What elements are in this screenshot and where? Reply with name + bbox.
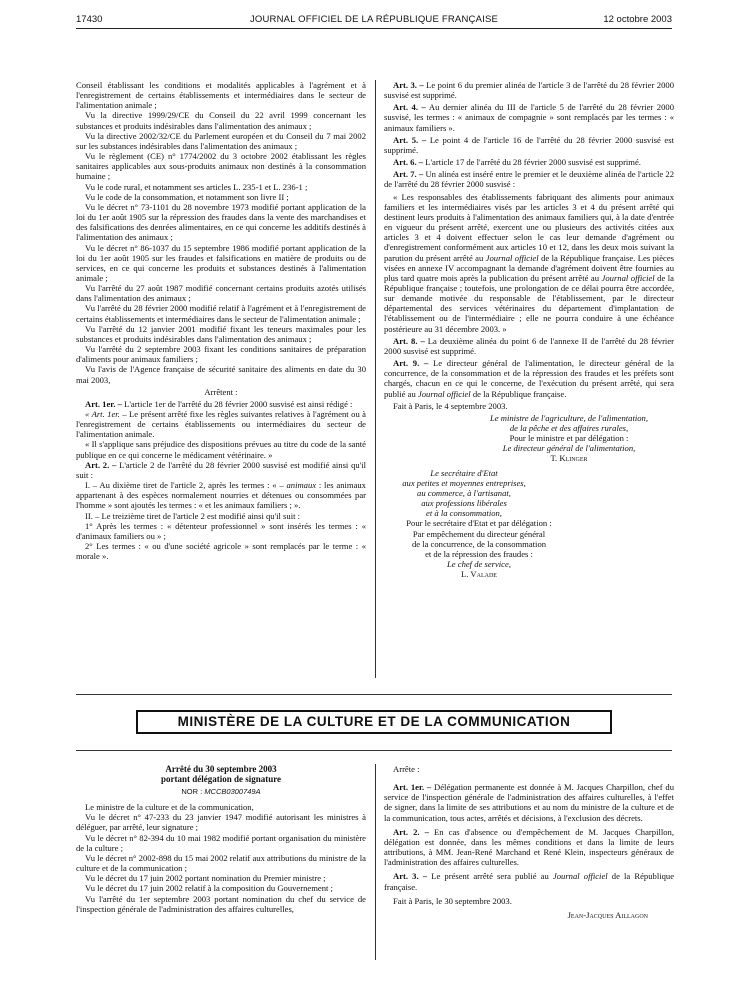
- text: de la République française ; toutefois, une prolongation de ce délai pourra être accordée, sur demande motivée du responsable de l'établissement, par le directeur départemental des services vétérinaires du département d'implantation de l'établissement ou de l'intermédiaire ; elle ne pourra conduire à une échéance postérieure au 31 décembre 2003. »: [384, 272, 674, 334]
- italic-text: Journal officiel: [601, 272, 655, 283]
- paragraph: Vu l'avis de l'Agence française de sécurité sanitaire des aliments en date du 30 mai 2003,: [76, 364, 366, 385]
- article-text: Le point 6 du premier alinéa de l'article 3 de l'arrêté du 28 février 2000 susvisé est supprimé.: [384, 80, 674, 101]
- text: Le directeur général de l'alimentation, le directeur général de la concurrence, de la consommation et de la répression des fraudes et les préfets sont chargés, chacun en ce qui le concerne, de l'exécution du présent arrêté, qui sera publié au: [384, 358, 674, 399]
- article-label: Art. 2. –: [393, 826, 429, 837]
- fait-a-paris: Fait à Paris, le 30 septembre 2003.: [393, 895, 512, 906]
- article-label: Art. 3. –: [393, 80, 424, 90]
- paragraph: Vu le décret n° 86-1037 du 15 septembre 1986 modifié portant application de la loi du 1er août 1905 sur les fraudes et falsifications en matière de produits ou de services, en ce qui concerne les produits et substances destinés à l'alimentation animale ;: [76, 242, 366, 283]
- section-rule: [76, 750, 672, 751]
- signature-line: de la concurrence, de la consommation: [411, 538, 547, 549]
- signature-block-2: [384, 468, 544, 519]
- paragraph: Vu le code rural, et notamment ses articles L. 235-1 et L. 236-1 ;: [85, 181, 308, 192]
- nor-reference: [76, 787, 366, 797]
- signature-line: au commerce, à l'artisanat,: [417, 487, 511, 498]
- signature-line: Pour le secrétaire d'Etat et par délégation :: [406, 518, 552, 529]
- nor-value: MCCB0300749A: [204, 787, 261, 796]
- arrete-heading: Arrête :: [393, 764, 420, 774]
- article-2: [384, 827, 674, 868]
- signatory-name: T. Klinger: [550, 453, 588, 464]
- column-4: [384, 764, 674, 924]
- italic-text: Journal officiel: [485, 252, 539, 263]
- text: de la République française.: [384, 871, 675, 892]
- signatory-name: Jean-Jacques Aillagon: [567, 909, 648, 920]
- article-text: Un alinéa est inséré entre le premier et le deuxième alinéa de l'article 22 de l'arrêté du 28 février 2000 susvisé :: [384, 169, 675, 190]
- article-label: Art. 1er. –: [393, 782, 432, 793]
- page-header: [76, 14, 672, 28]
- column-3: [76, 764, 366, 914]
- column-divider: [375, 80, 376, 678]
- paragraph: Vu le décret du 17 juin 2002 portant nomination du Premier ministre ;: [85, 873, 326, 884]
- signature-line: de la pêche et des affaires rurales,: [509, 423, 629, 433]
- article-7: [384, 169, 674, 189]
- paragraph: Vu le décret du 17 juin 2002 relatif à la composition du Gouvernement ;: [85, 883, 333, 894]
- text: « Les responsables des établissements fabriquant des aliments pour animaux familiers et les intermédiaires visés par les articles 3 et 4 du présent arrêté qui destinent leurs produits à l'alimentation des animaux familiers qui, à la date d'entrée en vigueur du présent arrêté, exercent une ou plusieurs des activités citées aux articles 3 et 4 doivent effectuer selon le cas leur demande d'agrément ou d'enregistrement conformément aux articles 10 et 12, dans les deux mois suivant la parution du présent arrêté au: [384, 191, 674, 263]
- article-text: En cas d'absence ou d'empêchement de M. Jacques Charpillon, délégation est donnée, dans les mêmes conditions et dans la limite de leurs attributions, à MM. Jean-René Marchand et René Klein, inspecteurs généraux de l'administration des affaires culturelles.: [384, 826, 674, 868]
- ministry-heading: MINISTÈRE DE LA CULTURE ET DE LA COMMUNICATION: [136, 710, 612, 734]
- italic-text: animaux: [286, 480, 317, 491]
- article-5: [384, 135, 674, 155]
- article-label: Art. 5. –: [393, 134, 427, 145]
- article-2-point-ii-2: 2° Les termes : « ou d'une société agricole » sont remplacés par le terme : « morale ».: [76, 541, 366, 562]
- italic-text: Journal officiel: [552, 871, 608, 882]
- signatory-name: L. Valade: [461, 569, 497, 580]
- paragraph: Vu le code de la consommation, et notamment son livre II ;: [85, 191, 289, 202]
- article-text: L'article 1er de l'arrêté du 28 février 2000 susvisé est ainsi rédigé :: [124, 398, 353, 409]
- article-2-point-ii: II. – Le treizième tiret de l'article 2 est modifié ainsi qu'il suit :: [85, 510, 301, 521]
- italic-text: Journal officiel: [417, 388, 471, 399]
- quote-text: Le présent arrêté fixe les règles suivantes relatives à l'agrément ou à l'enregistrement de certains établissements ou intermédiaires du secteur de l'alimentation animale.: [76, 409, 366, 440]
- signature-line: Par empêchement du directeur général: [412, 528, 546, 539]
- column-divider: [375, 764, 376, 960]
- decree-title: Arrêté du 30 septembre 2003: [165, 764, 277, 774]
- text: de la République française.: [472, 388, 567, 399]
- paragraph: Vu la directive 1999/29/CE du Conseil du 22 avril 1999 concernant les substances et produits indésirables dans l'alimentation des animaux ;: [76, 110, 366, 131]
- column-2: [384, 80, 674, 579]
- signature-line: Le chef de service,: [447, 559, 511, 570]
- signature-line: aux professions libérales: [421, 498, 507, 509]
- article-2: [76, 460, 366, 480]
- arretent-heading: Arrêtent :: [204, 386, 238, 397]
- header-rule: [76, 28, 672, 29]
- article-2-point-i: [76, 480, 366, 510]
- article-label: Art. 8. –: [393, 335, 425, 346]
- quote-label: « Art. 1er. –: [85, 409, 127, 419]
- section-rule: [76, 694, 672, 695]
- signature-line: et de la répression des fraudes :: [425, 548, 533, 559]
- article-label: Art. 2. –: [85, 459, 117, 470]
- text: de la République française. Les pièces visées en annexe IV accompagnant la demande d'agrément doivent être fournies au plus tard quatre mois après la publication du présent arrêté au: [384, 252, 674, 283]
- article-text: L'article 2 de l'arrêté du 28 février 2000 susvisé est modifié ainsi qu'il suit :: [76, 459, 366, 480]
- article-1-quote-2: « Il s'applique sans préjudice des dispositions prévues au titre du code de la santé publique en ce qui concerne le médicament vétérinaire. »: [76, 439, 366, 460]
- paragraph: Vu la directive 2002/32/CE du Parlement européen et du Conseil du 7 mai 2002 sur les substances indésirables dans l'alimentation des animaux ;: [76, 130, 366, 151]
- article-text: Au dernier alinéa du III de l'article 5 de l'arrêté du 28 février 2000 susvisé, les termes : « animaux de compagnie » sont remplacés par les termes : « animaux familiers ».: [384, 102, 674, 133]
- article-8: [384, 336, 674, 356]
- text: Le présent arrêté sera publié au: [431, 871, 549, 882]
- article-label: Art. 4. –: [393, 102, 426, 113]
- paragraph: Conseil établissant les conditions et modalités applicables à l'agrément et à l'enregistrement de certains établissements et intermédiaires dans le secteur de l'alimentation animale ;: [76, 80, 366, 111]
- article-label: Art. 9. –: [393, 358, 429, 369]
- text: I. – Au dixième tiret de l'article 2, après les termes : « –: [85, 480, 284, 491]
- signature-block-2-delegation: [384, 518, 574, 579]
- article-1: [76, 399, 366, 409]
- article-3: [384, 80, 674, 100]
- article-label: Art. 7. –: [393, 169, 424, 180]
- paragraph: Vu l'arrêté du 1er septembre 2003 portant nomination du chef du service de l'inspection générale de l'administration des affaires culturelles,: [76, 893, 366, 914]
- article-9: [384, 358, 674, 399]
- journal-title: JOURNAL OFFICIEL DE LA RÉPUBLIQUE FRANÇAISE: [249, 14, 499, 25]
- article-3: [384, 871, 674, 891]
- page-number: 17430: [76, 14, 103, 25]
- article-4: [384, 102, 674, 132]
- paragraph: Vu l'arrêté du 12 janvier 2001 modifié fixant les teneurs maximales pour les substances et produits indésirables dans l'alimentation des animaux ;: [76, 323, 366, 344]
- signature-line: Pour le ministre et par délégation :: [509, 433, 629, 444]
- paragraph: Vu le décret n° 47-233 du 23 janvier 1947 modifié autorisant les ministres à déléguer, par arrêté, leur signature ;: [76, 812, 366, 833]
- publication-date: 12 octobre 2003: [603, 14, 672, 25]
- article-1-quote: [76, 409, 366, 439]
- signature-block-1: [464, 413, 674, 464]
- signature-line: Le ministre de l'agriculture, de l'alimentation,: [490, 412, 648, 423]
- paragraph: Vu l'arrêté du 28 février 2000 modifié relatif à l'agrément et à l'enregistrement de certains établissements et intermédiaires dans le secteur de l'alimentation animale ;: [76, 303, 366, 324]
- paragraph: Vu l'arrêté du 2 septembre 2003 fixant les conditions sanitaires de préparation d'aliments pour animaux familiers ;: [76, 344, 366, 365]
- article-7-quote: [384, 192, 674, 334]
- nor-label: NOR :: [181, 787, 203, 796]
- article-1: [384, 782, 674, 823]
- signature-line: Le secrétaire d'Etat: [430, 467, 498, 478]
- article-text: Le point 4 de l'article 16 de l'arrêté du 28 février 2000 susvisé est supprimé.: [384, 134, 674, 155]
- paragraph: Vu le décret n° 82-394 du 10 mai 1982 modifié portant organisation du ministère de la culture ;: [76, 832, 366, 853]
- text: : les animaux appartenant à des espèces normalement nourries et détenues ou consommées par l'homme » sont ajoutés les termes : « et les animaux familiers ; ».: [76, 480, 366, 511]
- article-label: Art. 1er. –: [85, 398, 122, 409]
- paragraph: Vu le décret n° 2002-898 du 15 mai 2002 relatif aux attributions du ministre de la culture et de la communication ;: [76, 852, 366, 874]
- signature-line: Le directeur général de l'alimentation,: [502, 443, 636, 454]
- paragraph: Vu le règlement (CE) n° 1774/2002 du 3 octobre 2002 établissant les règles sanitaires applicables aux sous-produits animaux non destinés à la consommation humaine ;: [76, 151, 366, 182]
- column-1: [76, 80, 366, 561]
- signature-line: aux petites et moyennes entreprises,: [402, 477, 526, 488]
- signature-line: et à la consommation,: [426, 508, 502, 519]
- article-label: Art. 3. –: [393, 871, 428, 882]
- article-6: [384, 157, 674, 167]
- paragraph: Vu le décret n° 73-1101 du 28 novembre 1973 modifié portant application de la loi du 1er août 1905 sur la répression des fraudes dans la vente des marchandises et des falsifications des denrées alimentaires, en ce qui concerne les additifs destinés à l'alimentation des animaux ;: [76, 201, 366, 243]
- article-text: La deuxième alinéa du point 6 de l'annexe II de l'arrêté du 28 février 2000 susvisé est supprimé.: [384, 335, 674, 356]
- article-text: Délégation permanente est donnée à M. Jacques Charpillon, chef du service de l'inspection générale de l'administration des affaires culturelles, à l'effet de signer, dans la limite de ses attributions et au nom du ministre de la culture et de la communication, tous actes, arrêtés et décisions, à l'exclusion des décrets.: [384, 782, 674, 823]
- article-label: Art. 6. –: [393, 157, 424, 168]
- paragraph: Le ministre de la culture et de la communication,: [85, 802, 254, 813]
- fait-a-paris: Fait à Paris, le 4 septembre 2003.: [393, 400, 508, 411]
- decree-subtitle: portant délégation de signature: [160, 774, 282, 784]
- article-2-point-ii-1: 1° Après les termes : « détenteur professionnel » sont insérés les termes : « d'animaux familiers ou » ;: [76, 520, 366, 541]
- article-text: L'article 17 de l'arrêté du 28 février 2000 susvisé est supprimé.: [425, 157, 641, 168]
- paragraph: Vu l'arrêté du 27 août 1987 modifié concernant certains produits azotés utilisés dans l'alimentation des animaux ;: [76, 283, 366, 304]
